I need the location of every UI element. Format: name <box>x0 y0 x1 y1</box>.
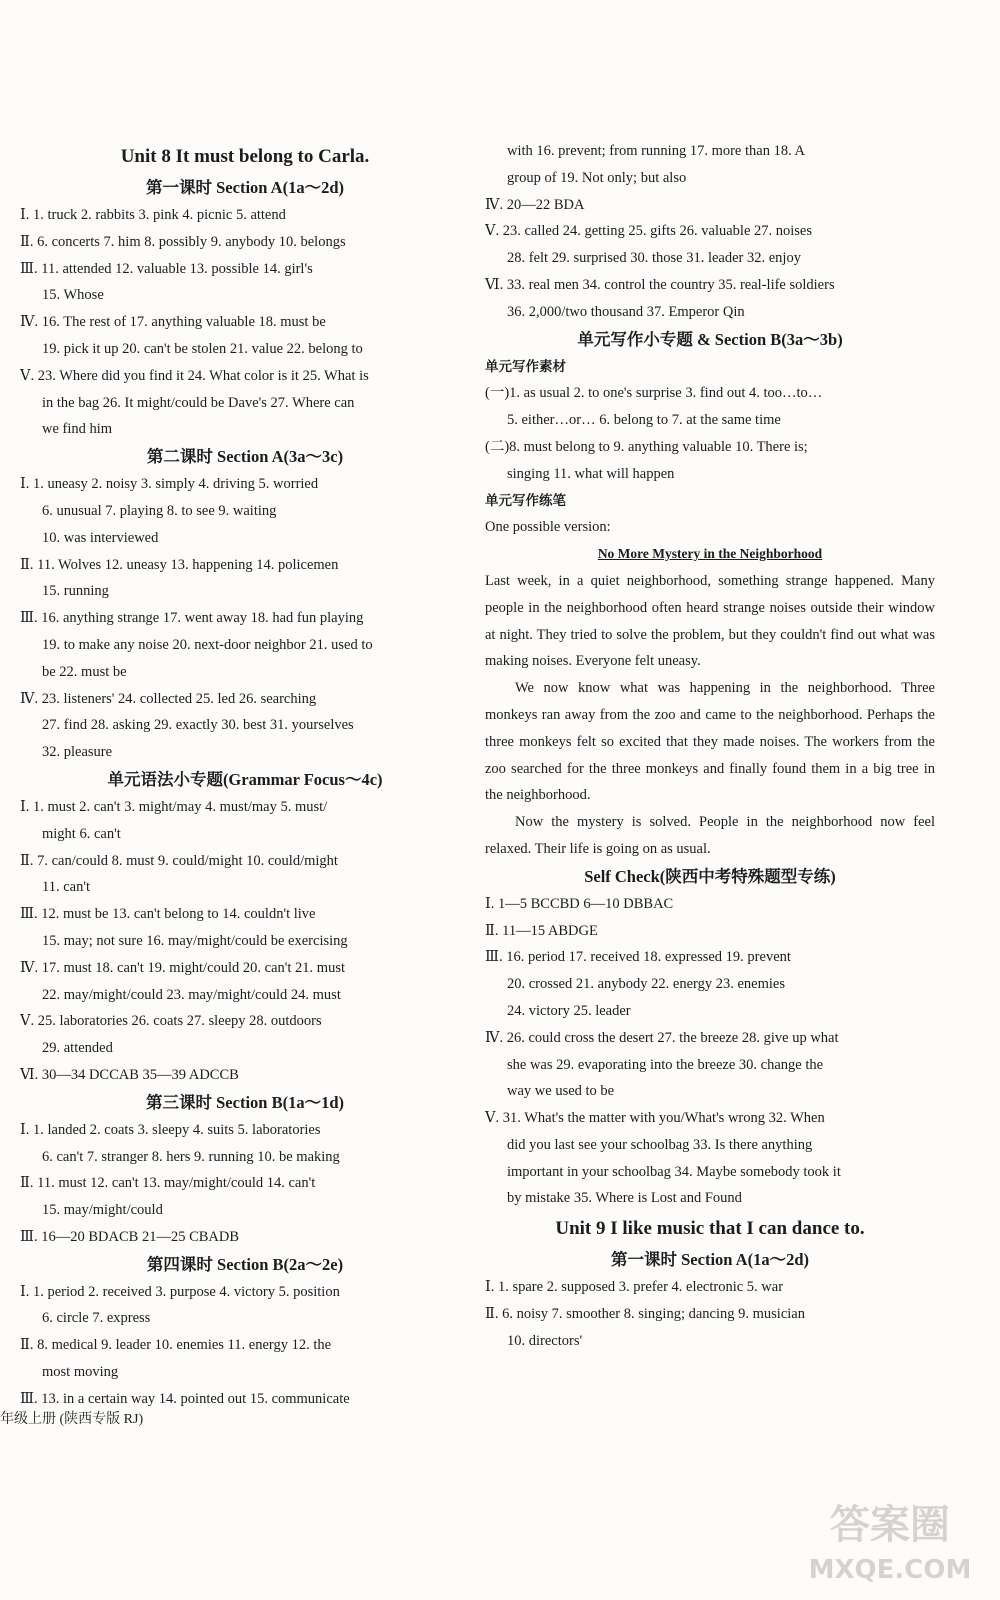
answer-line: 27. find 28. asking 29. exactly 30. best 31. yourselves <box>42 717 354 734</box>
answer-line: Ⅵ. 33. real men 34. control the country 35. real-life soldiers <box>485 276 835 293</box>
answer-line: Ⅲ. 13. in a certain way 14. pointed out 15. communicate <box>20 1390 350 1407</box>
right-column <box>485 138 935 1355</box>
answer-line: 15. may/might/could <box>42 1202 163 1219</box>
answer-line: Ⅳ. 20—22 BDA <box>485 196 585 213</box>
answer-line: Ⅴ. 23. Where did you find it 24. What color is it 25. What is <box>20 367 369 384</box>
essay-title: No More Mystery in the Neighborhood <box>597 546 823 562</box>
essay-paragraph-3: Now the mystery is solved. People in the neighborhood now feel relaxed. Their life is going on as usual. <box>485 814 935 857</box>
answer-line: 10. directors' <box>507 1332 583 1349</box>
answer-line: Ⅰ. 1—5 BCCBD 6—10 DBBAC <box>485 895 674 912</box>
answer-line: 5. either…or… 6. belong to 7. at the same time <box>507 412 781 429</box>
answer-line: we find him <box>42 421 113 438</box>
unit-8-title: Unit 8 It must belong to Carla. <box>120 146 370 167</box>
answer-line: 19. to make any noise 20. next-door neighbor 21. used to <box>42 636 373 653</box>
answer-line: with 16. prevent; from running 17. more than 18. A <box>507 143 806 159</box>
answer-line: Ⅲ. 16. period 17. received 18. expressed 19. prevent <box>485 949 791 966</box>
watermark-logo <box>790 1490 990 1590</box>
answer-line: Ⅰ. 1. spare 2. supposed 3. prefer 4. electronic 5. war <box>485 1279 784 1296</box>
essay-paragraph-2: We now know what was happening in the neighborhood. Three monkeys ran away from the zoo and came to the neighborhood. Perhaps the three monkeys felt so excited that they made noises. The workers from the zoo searched for the three monkeys and finally found them in a big tree in the neighborhood. <box>485 680 935 804</box>
answer-line: she was 29. evaporating into the breeze 30. change the <box>507 1056 824 1073</box>
answer-line: Ⅰ. 1. must 2. can't 3. might/may 4. must/may 5. must/ <box>20 798 328 815</box>
answer-line: most moving <box>42 1364 119 1381</box>
answer-line: (一)1. as usual 2. to one's surprise 3. find out 4. too…to… <box>485 385 823 402</box>
right-answer-lines-bottom <box>485 863 935 1355</box>
answer-line: Ⅲ. 16—20 BDACB 21—25 CBADB <box>20 1228 240 1245</box>
writing-essay <box>485 568 935 863</box>
answer-line: 19. pick it up 20. can't be stolen 21. value 22. belong to <box>42 340 363 357</box>
answer-line: Ⅵ. 30—34 DCCAB 35—39 ADCCB <box>20 1066 239 1083</box>
answer-line: Ⅱ. 8. medical 9. leader 10. enemies 11. energy 12. the <box>20 1337 332 1354</box>
answer-line: (二)8. must belong to 9. anything valuable 10. There is; <box>485 438 808 455</box>
section-heading: 第一课时 Section A(1a～2d) <box>146 178 344 197</box>
answer-line: Ⅱ. 7. can/could 8. must 9. could/might 10. could/might <box>20 852 338 869</box>
answer-line: singing 11. what will happen <box>507 465 675 482</box>
answer-line: Ⅲ. 12. must be 13. can't belong to 14. couldn't live <box>20 906 316 923</box>
answer-line: Ⅱ. 6. concerts 7. him 8. possibly 9. anybody 10. belongs <box>20 233 346 250</box>
answer-line: Ⅳ. 16. The rest of 17. anything valuable 18. must be <box>20 314 326 331</box>
right-answer-lines-top <box>485 138 935 568</box>
watermark-top-text: 答案圈 <box>830 1502 950 1548</box>
answer-line: 11. can't <box>42 879 90 896</box>
left-column <box>20 140 470 1413</box>
section-heading: 第三课时 Section B(1a～1d) <box>146 1092 344 1112</box>
answer-line: Ⅴ. 23. called 24. getting 25. gifts 26. valuable 27. noises <box>485 223 813 240</box>
answer-line: 22. may/might/could 23. may/might/could 24. must <box>42 986 341 1003</box>
answer-line: 20. crossed 21. anybody 22. energy 23. enemies <box>507 976 785 993</box>
essay-paragraph-1: Last week, in a quiet neighborhood, something strange happened. Many people in the neighborhood often heard strange noises outside their window at night. They tried to solve the problem, but they couldn't find out what was making noises. Everyone felt uneasy. <box>485 572 935 670</box>
left-answer-lines <box>20 174 470 1413</box>
answer-line: Ⅱ. 11—15 ABDGE <box>485 922 598 939</box>
answer-line: Ⅱ. 6. noisy 7. smoother 8. singing; dancing 9. musician <box>485 1306 805 1323</box>
unit-title: Unit 9 I like music that I can dance to. <box>555 1218 865 1240</box>
section-heading: 单元写作小专题 & Section B(3a～3b) <box>577 329 843 349</box>
answer-line: Ⅴ. 25. laboratories 26. coats 27. sleepy 28. outdoors <box>20 1013 322 1030</box>
section-heading: Self Check(陕西中考特殊题型专练) <box>584 866 836 886</box>
answer-line: 6. circle 7. express <box>42 1310 151 1327</box>
answer-line: Ⅰ. 1. landed 2. coats 3. sleepy 4. suits 5. laboratories <box>20 1121 321 1138</box>
answer-line: 36. 2,000/two thousand 37. Emperor Qin <box>507 303 745 320</box>
answer-line: Ⅰ. 1. truck 2. rabbits 3. pink 4. picnic 5. attend <box>20 207 286 223</box>
answer-line: 15. running <box>42 583 109 600</box>
section-heading: 第二课时 Section A(3a～3c) <box>146 447 344 467</box>
answer-line: Ⅳ. 17. must 18. can't 19. might/could 20. can't 21. must <box>20 959 345 976</box>
answer-line: Ⅴ. 31. What's the matter with you/What's wrong 32. When <box>485 1110 825 1127</box>
answer-line: 6. can't 7. stranger 8. hers 9. running 10. be making <box>42 1148 340 1165</box>
answer-line: 29. attended <box>42 1040 113 1057</box>
answer-line: did you last see your schoolbag 33. Is there anything <box>507 1136 813 1153</box>
sub-heading: 单元写作素材 <box>485 358 566 375</box>
answer-line: Ⅰ. 1. period 2. received 3. purpose 4. victory 5. position <box>20 1283 340 1300</box>
answer-line: by mistake 35. Where is Lost and Found <box>507 1190 742 1207</box>
sub-heading: 单元写作练笔 <box>485 492 566 509</box>
answer-line: Ⅳ. 26. could cross the desert 27. the breeze 28. give up what <box>485 1029 839 1046</box>
answer-line: 6. unusual 7. playing 8. to see 9. waiting <box>42 502 277 519</box>
section-heading: 第一课时 Section A(1a～2d) <box>611 1250 809 1270</box>
watermark-bottom-text: MXQE.COM <box>808 1555 972 1585</box>
answer-line: Ⅱ. 11. must 12. can't 13. may/might/could 14. can't <box>20 1175 316 1192</box>
answer-line: Ⅱ. 11. Wolves 12. uneasy 13. happening 14. policemen <box>20 556 339 573</box>
answer-line: Ⅳ. 23. listeners' 24. collected 25. led 26. searching <box>20 690 317 707</box>
answer-line: Ⅲ. 11. attended 12. valuable 13. possible 14. girl's <box>20 260 313 277</box>
answer-line: 15. Whose <box>42 287 104 304</box>
answer-line: Ⅲ. 16. anything strange 17. went away 18. had fun playing <box>20 610 364 627</box>
answer-line: 10. was interviewed <box>42 529 159 546</box>
answer-line: way we used to be <box>507 1083 615 1100</box>
answer-line: might 6. can't <box>42 825 121 842</box>
answer-line: Ⅰ. 1. uneasy 2. noisy 3. simply 4. driving 5. worried <box>20 476 319 493</box>
answer-line: group of 19. Not only; but also <box>507 169 687 186</box>
answer-line: 32. pleasure <box>42 744 113 761</box>
section-heading: 单元语法小专题(Grammar Focus～4c) <box>107 769 383 789</box>
answer-line: in the bag 26. It might/could be Dave's 27. Where can <box>42 394 355 411</box>
answer-line: important in your schoolbag 34. Maybe somebody took it <box>507 1163 841 1180</box>
answer-line: One possible version: <box>485 519 611 536</box>
section-heading: 第四课时 Section B(2a～2e) <box>146 1254 344 1274</box>
answer-line: 15. may; not sure 16. may/might/could be exercising <box>42 932 348 949</box>
answer-line: 28. felt 29. surprised 30. those 31. leader 32. enjoy <box>507 250 801 267</box>
answer-line: 24. victory 25. leader <box>507 1002 631 1019</box>
answer-line: be 22. must be <box>42 663 127 680</box>
page-footer: 年级上册 (陕西专版 RJ) <box>0 1412 144 1427</box>
